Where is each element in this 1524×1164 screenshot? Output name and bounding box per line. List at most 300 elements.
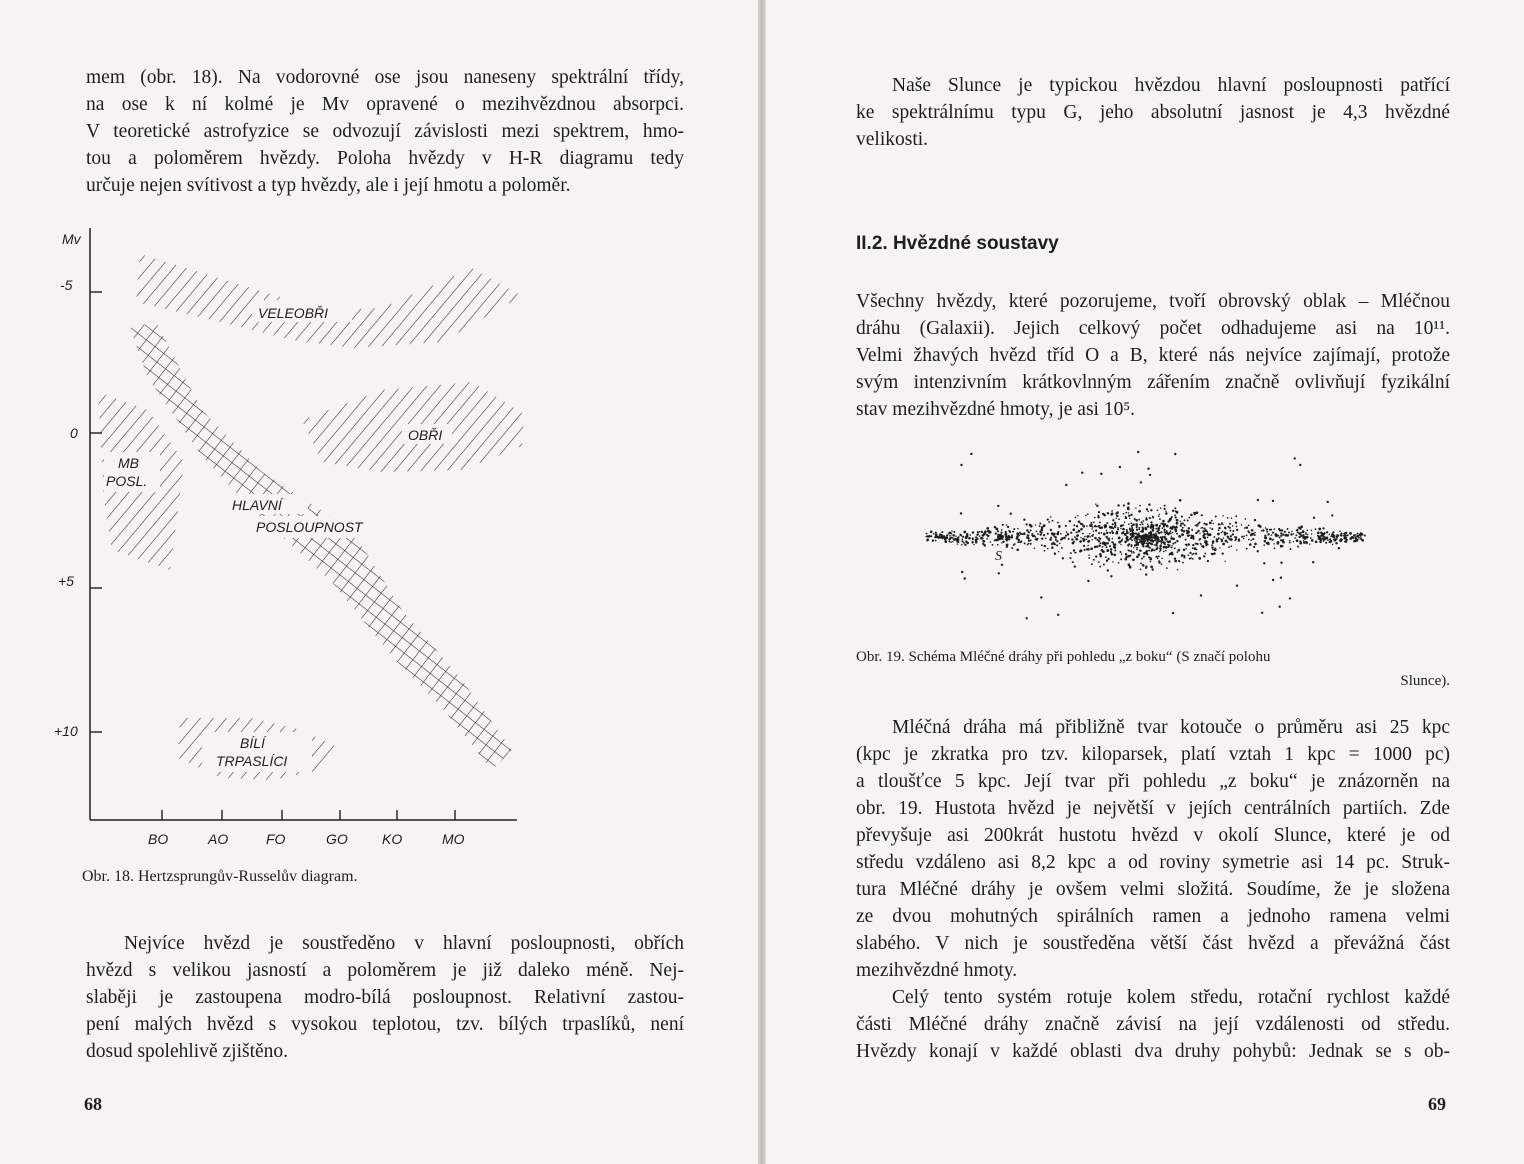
star-dot bbox=[1056, 544, 1058, 546]
star-dot bbox=[1172, 532, 1174, 534]
star-dot bbox=[1165, 539, 1167, 541]
star-dot bbox=[1146, 553, 1148, 555]
star-dot bbox=[1109, 532, 1111, 534]
star-dot bbox=[1198, 557, 1201, 560]
star-dot bbox=[1211, 528, 1213, 530]
text-line: na ose k ní kolmé je Mv opravené o mezihvězdnou absorpci. bbox=[86, 94, 684, 115]
white-dwarfs-label-line2: TRPASLÍCI bbox=[216, 753, 288, 769]
star-dot bbox=[1244, 527, 1246, 529]
star-dot bbox=[1006, 546, 1008, 548]
star-dot bbox=[1229, 530, 1231, 532]
star-dot bbox=[942, 535, 945, 538]
star-dot bbox=[1325, 542, 1327, 544]
star-dot bbox=[1329, 541, 1331, 543]
star-dot bbox=[1166, 567, 1168, 569]
star-dot bbox=[1163, 529, 1165, 531]
star-dot bbox=[1023, 532, 1026, 535]
star-dot bbox=[1174, 528, 1177, 531]
text-line: Velmi žhavých hvězd tříd O a B, které nás nejvíce zajímají, protože bbox=[856, 345, 1450, 366]
star-dot bbox=[1159, 518, 1161, 520]
star-dot bbox=[946, 534, 948, 536]
star-dot bbox=[1082, 533, 1084, 535]
star-dot bbox=[1063, 537, 1066, 540]
star-dot bbox=[1183, 555, 1185, 557]
star-dot bbox=[1103, 524, 1106, 527]
star-dot bbox=[1271, 534, 1273, 536]
star-dot bbox=[1182, 522, 1184, 524]
star-dot bbox=[1041, 526, 1044, 529]
star-dot bbox=[1054, 536, 1056, 538]
star-dot bbox=[1167, 546, 1169, 548]
star-dot bbox=[986, 534, 988, 536]
star-dot bbox=[1160, 531, 1162, 533]
star-dot bbox=[1065, 535, 1067, 537]
star-dot bbox=[1164, 505, 1166, 507]
star-dot bbox=[1183, 549, 1185, 551]
star-dot bbox=[1257, 524, 1260, 527]
star-dot bbox=[1111, 512, 1114, 515]
star-dot bbox=[1074, 536, 1076, 538]
star-dot bbox=[1230, 538, 1233, 541]
right-top-paragraph bbox=[856, 72, 1450, 153]
star-dot bbox=[1160, 523, 1161, 524]
star-dot bbox=[1130, 550, 1132, 552]
star-dot bbox=[1169, 530, 1171, 532]
star-dot bbox=[1212, 549, 1214, 551]
star-dot bbox=[1186, 532, 1188, 534]
y-tick-label: 0 bbox=[70, 425, 78, 441]
star-dot bbox=[1114, 524, 1116, 526]
star-dot bbox=[1272, 579, 1274, 581]
star-dot bbox=[1117, 504, 1119, 506]
text-line: ze dvou mohutných spirálních ramen a jednoho ramena velmi bbox=[856, 906, 1450, 927]
star-dot bbox=[1339, 531, 1341, 533]
star-dot bbox=[1219, 547, 1220, 548]
star-dot bbox=[1165, 510, 1166, 511]
star-dot bbox=[990, 541, 992, 543]
text-line: ke spektrálnímu typu G, jeho absolutní jasnost je 4,3 hvězdné bbox=[856, 102, 1450, 123]
star-dot bbox=[1174, 514, 1176, 516]
star-dot bbox=[1227, 526, 1229, 528]
star-dot bbox=[1089, 536, 1091, 538]
star-dot bbox=[1174, 558, 1176, 560]
star-dot bbox=[1011, 547, 1013, 549]
text-line: tura Mléčné dráhy je ovšem velmi složitá. Soudíme, že je složena bbox=[856, 879, 1450, 900]
star-dot bbox=[1291, 531, 1292, 532]
star-dot bbox=[1222, 543, 1225, 546]
y-tick-label: +5 bbox=[58, 573, 74, 589]
star-dot bbox=[1051, 546, 1054, 549]
star-dot bbox=[1007, 526, 1009, 528]
star-dot bbox=[1162, 522, 1165, 525]
star-dot bbox=[1155, 528, 1157, 530]
star-dot bbox=[1104, 544, 1106, 546]
text-line: mezihvězdné hmoty. bbox=[856, 960, 1018, 981]
star-dot bbox=[1058, 525, 1060, 527]
star-dot bbox=[1205, 529, 1208, 532]
star-dot bbox=[1157, 529, 1159, 531]
star-dot bbox=[1120, 528, 1122, 530]
star-dot bbox=[1311, 539, 1314, 542]
star-dot bbox=[1151, 550, 1153, 552]
star-dot bbox=[1056, 540, 1058, 542]
star-dot bbox=[942, 538, 944, 540]
star-dot bbox=[1084, 549, 1086, 551]
star-dot bbox=[1013, 544, 1015, 546]
star-dot bbox=[1354, 535, 1356, 537]
star-dot bbox=[1116, 531, 1118, 533]
star-dot bbox=[1148, 550, 1150, 552]
star-dot bbox=[930, 531, 933, 534]
star-dot bbox=[1097, 515, 1099, 517]
star-dot bbox=[1098, 525, 1101, 528]
star-dot bbox=[1221, 532, 1223, 534]
star-dot bbox=[1095, 555, 1097, 557]
star-dot bbox=[1286, 534, 1288, 536]
star-dot bbox=[964, 544, 966, 546]
star-dot bbox=[1272, 500, 1274, 502]
star-dot bbox=[1140, 481, 1142, 483]
star-dot bbox=[1066, 531, 1068, 533]
star-dot bbox=[1201, 514, 1203, 516]
y-axis-label: Mv bbox=[62, 231, 81, 247]
star-dot bbox=[1273, 543, 1274, 544]
star-dot bbox=[1168, 560, 1170, 562]
star-dot bbox=[1147, 523, 1149, 525]
star-dot bbox=[1190, 557, 1192, 559]
star-dot bbox=[1159, 514, 1160, 515]
star-dot bbox=[1211, 546, 1213, 548]
star-dot bbox=[1150, 561, 1151, 562]
star-dot bbox=[1096, 526, 1098, 528]
star-dot bbox=[1296, 539, 1299, 542]
star-dot bbox=[1196, 532, 1198, 534]
star-dot bbox=[1126, 530, 1128, 532]
star-dot bbox=[1176, 522, 1179, 525]
star-dot bbox=[979, 531, 981, 533]
star-dot bbox=[1218, 527, 1220, 529]
star-dot bbox=[1135, 519, 1138, 522]
star-dot bbox=[1334, 539, 1337, 542]
star-dot bbox=[1106, 546, 1108, 548]
star-dot bbox=[1060, 533, 1062, 535]
star-dot bbox=[1099, 521, 1101, 523]
star-dot bbox=[1243, 535, 1245, 537]
star-dot bbox=[1128, 523, 1130, 525]
star-dot bbox=[1246, 548, 1248, 550]
star-dot bbox=[1147, 536, 1149, 538]
star-dot bbox=[1138, 535, 1141, 538]
star-dot bbox=[1203, 537, 1204, 538]
star-dot bbox=[1019, 532, 1021, 534]
star-dot bbox=[1192, 544, 1194, 546]
star-dot bbox=[1111, 553, 1113, 555]
star-dot bbox=[1343, 535, 1345, 537]
star-dot bbox=[1236, 549, 1238, 551]
star-dot bbox=[1161, 563, 1163, 565]
star-dot bbox=[1136, 526, 1138, 528]
star-dot bbox=[1249, 543, 1251, 545]
star-dot bbox=[1111, 530, 1113, 532]
text-line: tou a poloměrem hvězdy. Poloha hvězdy v H-R diagramu tedy bbox=[86, 148, 684, 169]
star-dot bbox=[1028, 531, 1030, 533]
star-dot bbox=[981, 531, 983, 533]
star-dot bbox=[1026, 617, 1028, 619]
star-dot bbox=[1086, 525, 1088, 527]
star-dot bbox=[1180, 521, 1182, 523]
star-dot bbox=[1132, 523, 1135, 526]
star-dot bbox=[1181, 516, 1183, 518]
star-dot bbox=[1267, 542, 1270, 545]
star-dot bbox=[1311, 533, 1312, 534]
star-dot bbox=[1262, 529, 1264, 531]
star-dot bbox=[966, 533, 969, 536]
x-tick-label: BO bbox=[148, 831, 169, 847]
star-dot bbox=[1186, 530, 1188, 532]
star-dot bbox=[1180, 525, 1182, 527]
star-dot bbox=[1224, 527, 1226, 529]
star-dot bbox=[1025, 523, 1027, 525]
star-dot bbox=[1077, 515, 1078, 516]
star-dot bbox=[1041, 531, 1043, 533]
star-dot bbox=[1214, 536, 1216, 538]
star-dot bbox=[1156, 556, 1158, 558]
star-dot bbox=[1313, 517, 1315, 519]
star-dot bbox=[1182, 562, 1184, 564]
star-dot bbox=[1106, 522, 1108, 524]
star-dot bbox=[1290, 533, 1292, 535]
star-dot bbox=[1001, 529, 1003, 531]
star-dot bbox=[1324, 532, 1326, 534]
star-dot bbox=[1039, 523, 1041, 525]
star-dot bbox=[1203, 555, 1205, 557]
star-dot bbox=[1241, 536, 1243, 538]
star-dot bbox=[1128, 512, 1130, 514]
star-dot bbox=[1181, 554, 1184, 557]
star-dot bbox=[970, 453, 972, 455]
star-dot bbox=[1146, 509, 1148, 511]
star-dot bbox=[1129, 530, 1130, 531]
star-dot bbox=[941, 531, 943, 533]
star-dot bbox=[1218, 523, 1220, 525]
star-dot bbox=[1037, 538, 1039, 540]
star-dot bbox=[1182, 527, 1184, 529]
star-dot bbox=[1181, 533, 1184, 536]
star-dot bbox=[1319, 537, 1322, 540]
star-dot bbox=[1244, 518, 1246, 520]
star-dot bbox=[1032, 535, 1035, 538]
star-dot bbox=[1013, 528, 1015, 530]
star-dot bbox=[1261, 612, 1263, 614]
star-dot bbox=[1152, 568, 1154, 570]
star-dot bbox=[1030, 543, 1032, 545]
star-dot bbox=[1163, 542, 1166, 545]
star-dot bbox=[1075, 538, 1078, 541]
text-line: dráhu (Galaxii). Jejich celkový počet odhadujeme asi na 10¹¹. bbox=[856, 318, 1450, 339]
star-dot bbox=[1274, 548, 1276, 550]
star-dot bbox=[1269, 538, 1272, 541]
star-dot bbox=[1253, 546, 1255, 548]
star-dot bbox=[1232, 525, 1234, 527]
star-dot bbox=[1087, 545, 1089, 547]
star-dot bbox=[1222, 531, 1223, 532]
star-dot bbox=[1115, 518, 1117, 520]
star-dot bbox=[1098, 532, 1100, 534]
star-dot bbox=[1358, 538, 1359, 539]
star-dot bbox=[1356, 539, 1359, 542]
star-dot bbox=[973, 544, 974, 545]
star-dot bbox=[1282, 545, 1284, 547]
star-dot bbox=[1129, 566, 1131, 568]
star-dot bbox=[1241, 524, 1243, 526]
star-dot bbox=[1044, 545, 1046, 547]
left-bottom-paragraph bbox=[86, 930, 684, 1065]
star-dot bbox=[1131, 529, 1133, 531]
star-dot bbox=[1045, 537, 1047, 539]
star-dot bbox=[1224, 531, 1227, 534]
star-dot bbox=[1174, 526, 1176, 528]
star-dot bbox=[1158, 537, 1160, 539]
star-dot bbox=[1344, 541, 1346, 543]
star-dot bbox=[971, 541, 973, 543]
star-dot bbox=[1129, 518, 1130, 519]
star-dot bbox=[1027, 534, 1029, 536]
star-dot bbox=[982, 537, 984, 539]
star-dot bbox=[1264, 535, 1266, 537]
star-dot bbox=[1125, 512, 1127, 514]
star-dot bbox=[1136, 524, 1138, 526]
star-dot bbox=[1122, 528, 1125, 531]
star-dot bbox=[1118, 562, 1120, 564]
star-dot bbox=[1227, 517, 1229, 519]
star-dot bbox=[1225, 540, 1228, 543]
star-dot bbox=[1176, 527, 1178, 529]
star-dot bbox=[1112, 538, 1114, 540]
star-dot bbox=[1351, 536, 1354, 539]
star-dot bbox=[1153, 533, 1155, 535]
star-dot bbox=[1089, 533, 1091, 535]
star-dot bbox=[1265, 537, 1268, 540]
star-dot bbox=[961, 540, 963, 542]
star-dot bbox=[1125, 556, 1127, 558]
star-dot bbox=[986, 538, 988, 540]
star-dot bbox=[1228, 546, 1230, 548]
star-dot bbox=[926, 539, 928, 541]
star-dot bbox=[1136, 549, 1138, 551]
star-dot bbox=[1303, 538, 1305, 540]
star-dot bbox=[1155, 540, 1156, 541]
star-dot bbox=[1164, 508, 1166, 510]
star-dot bbox=[1167, 533, 1170, 536]
star-dot bbox=[1264, 540, 1267, 543]
star-dot bbox=[1163, 536, 1166, 539]
book-gutter bbox=[758, 0, 766, 1164]
star-dot bbox=[1119, 466, 1121, 468]
star-dot bbox=[1343, 533, 1345, 535]
star-dot bbox=[1185, 539, 1187, 541]
star-dot bbox=[1177, 549, 1180, 552]
star-dot bbox=[1165, 550, 1167, 552]
star-dot bbox=[1132, 533, 1134, 535]
star-dot bbox=[1074, 552, 1076, 554]
star-dot bbox=[1145, 518, 1148, 521]
text-line: Hvězdy konají v každé oblasti dva druhy pohybů: Jednak se s ob- bbox=[856, 1041, 1450, 1062]
star-dot bbox=[1132, 558, 1135, 561]
star-dot bbox=[1279, 606, 1281, 608]
star-dot bbox=[1239, 540, 1241, 542]
star-dot bbox=[1143, 539, 1146, 542]
star-dot bbox=[1081, 472, 1083, 474]
star-dot bbox=[926, 533, 928, 535]
star-dot bbox=[1293, 533, 1295, 535]
star-dot bbox=[1073, 549, 1075, 551]
text-line: středu vzdáleno asi 8,2 kpc a od roviny symetrie asi 14 pc. Struk- bbox=[856, 852, 1450, 873]
star-dot bbox=[1130, 538, 1132, 540]
star-dot bbox=[1236, 526, 1238, 528]
star-dot bbox=[1075, 517, 1077, 519]
text-line: části Mléčné dráhy značně závisí na její vzdálenosti od středu. bbox=[856, 1014, 1450, 1035]
star-dot bbox=[1120, 544, 1121, 545]
star-dot bbox=[1123, 531, 1125, 533]
star-dot bbox=[1286, 528, 1288, 530]
star-dot bbox=[964, 577, 966, 579]
star-dot bbox=[1034, 548, 1036, 550]
star-dot bbox=[1331, 514, 1333, 516]
hr-diagram bbox=[52, 210, 532, 860]
star-dot bbox=[1171, 553, 1173, 555]
star-dot bbox=[1168, 540, 1171, 543]
star-dot bbox=[965, 537, 967, 539]
star-dot bbox=[1123, 513, 1125, 515]
star-dot bbox=[961, 544, 963, 546]
star-dot bbox=[1317, 531, 1320, 534]
star-dot bbox=[1146, 535, 1148, 537]
star-dot bbox=[1016, 535, 1019, 538]
star-dot bbox=[1177, 540, 1179, 542]
star-dot bbox=[1174, 547, 1176, 549]
star-dot bbox=[949, 535, 951, 537]
star-dot bbox=[1150, 509, 1152, 511]
star-dot bbox=[1188, 517, 1190, 519]
star-dot bbox=[1327, 501, 1329, 503]
star-dot bbox=[1006, 539, 1008, 541]
star-dot bbox=[1192, 538, 1194, 540]
star-dot bbox=[1232, 530, 1234, 532]
star-dot bbox=[1124, 534, 1126, 536]
star-dot bbox=[1200, 543, 1202, 545]
star-dot bbox=[1094, 537, 1097, 540]
star-dot bbox=[1210, 527, 1211, 528]
star-dot bbox=[1055, 539, 1057, 541]
star-dot bbox=[1086, 535, 1089, 538]
star-dot bbox=[1113, 554, 1116, 557]
star-dot bbox=[1322, 527, 1324, 529]
star-dot bbox=[1196, 524, 1198, 526]
star-dot bbox=[1327, 539, 1329, 541]
star-dot bbox=[1157, 558, 1159, 560]
text-line: určuje nejen svítivost a typ hvězdy, ale i její hmotu a poloměr. bbox=[86, 175, 571, 196]
star-dot bbox=[1141, 531, 1143, 533]
star-dot bbox=[1171, 547, 1173, 549]
star-dot bbox=[1254, 519, 1256, 521]
star-dot bbox=[1263, 544, 1265, 546]
star-dot bbox=[1212, 542, 1214, 544]
star-dot bbox=[1129, 555, 1131, 557]
star-dot bbox=[1149, 474, 1151, 476]
star-dot bbox=[1099, 555, 1102, 558]
star-dot bbox=[1147, 544, 1149, 546]
star-dot bbox=[1329, 534, 1331, 536]
